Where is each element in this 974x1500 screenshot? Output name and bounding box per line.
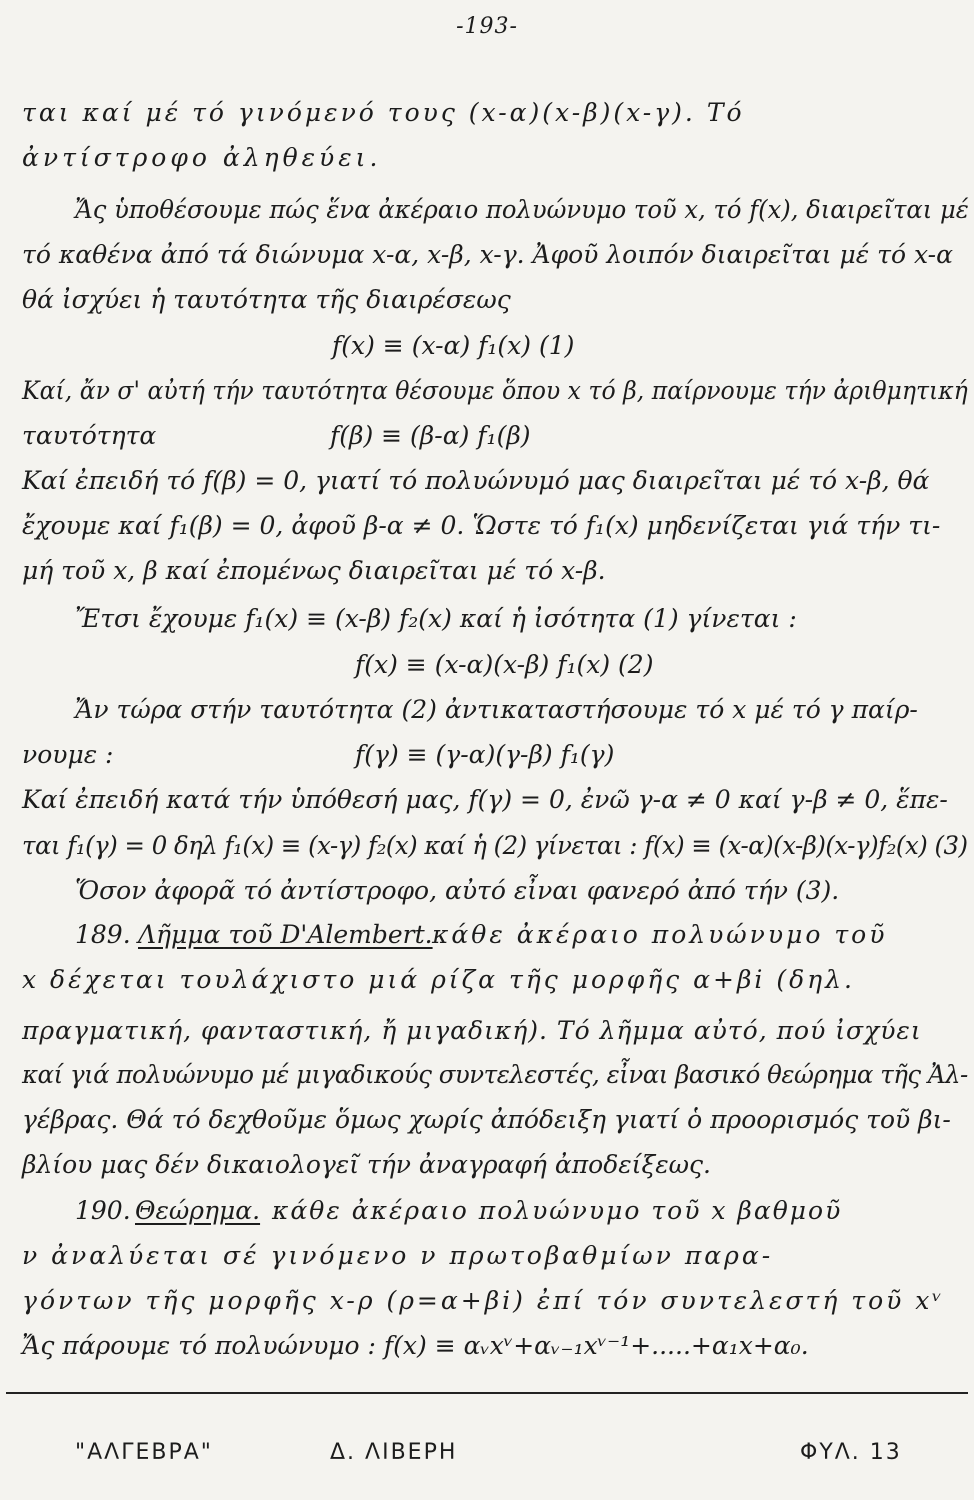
text-line-content: κάθε ἀκέραιο πολυώνυμο τοῦ x βαθμοῦ (272, 1196, 843, 1225)
text-line-content: καί γιά πολυώνυμο μέ μιγαδικούς συντελεστές, εἶναι βασικό θεώρημα τῆς Ἀλ- (22, 1060, 968, 1089)
text-line-content: Ἄν τώρα στήν ταυτότητα (2) ἀντικαταστήσουμε τό x μέ τό γ παίρ- (75, 695, 918, 724)
text-line-content: μή τοῦ x, β καί ἐπομένως διαιρεῖται μέ τό x-β. (22, 556, 606, 585)
text-line-content: ται f₁(γ) = 0 δηλ f₁(x) ≡ (x-γ) f₂(x) καί ἡ (2) γίνεται : f(x) ≡ (x-α)(x-β)(x-γ)f₂(x) (3) (22, 831, 968, 860)
section-189-title: Λῆμμα τοῦ D'Alembert. (138, 920, 433, 949)
footer-author: Δ. ΛΙΒΕΡΗ (330, 1440, 458, 1465)
text-line-content: νουμε : (22, 740, 114, 769)
text-line-content: Καί, ἄν σ' αὐτή τήν ταυτότητα θέσουμε ὅπου x τό β, παίρνουμε τήν ἀριθμητική (22, 376, 968, 405)
footer-book-title: "ΑΛΓΕΒΡΑ" (75, 1440, 213, 1465)
text-line-content: f(γ) ≡ (γ-α)(γ-β) f₁(γ) (355, 740, 615, 769)
text-line-content: f(x) ≡ (x-α) f₁(x) (1) (332, 331, 575, 360)
text-line-content: Ἄς ὑποθέσουμε πώς ἕνα ἀκέραιο πολυώνυμο τοῦ x, τό f(x), διαιρεῖται μέ (75, 195, 969, 224)
section-190-title: Θεώρημα. (135, 1196, 261, 1225)
footer-sheet: ΦΥΛ. 13 (800, 1440, 902, 1465)
text-line-content: κάθε ἀκέραιο πολυώνυμο τοῦ (432, 920, 888, 949)
text-line-content: γέβρας. Θά τό δεχθοῦμε ὅμως χωρίς ἀπόδειξη γιατί ὁ προορισμός τοῦ βι- (22, 1105, 951, 1134)
text-line-content: ν ἀναλύεται σέ γινόμενο ν πρωτοβαθμίων παρα- (22, 1241, 774, 1270)
text-line-content: ται καί μέ τό γινόμενό τους (x-α)(x-β)(x-γ). Τό (22, 98, 745, 127)
text-line-content: βλίου μας δέν δικαιολογεῖ τήν ἀναγραφή ἀποδείξεως. (22, 1150, 711, 1179)
text-line-content: Ἔτσι ἔχουμε f₁(x) ≡ (x-β) f₂(x) καί ἡ ἰσότητα (1) γίνεται : (75, 604, 797, 633)
text-line-content: ταυτότητα (22, 421, 157, 450)
text-line-content: ἀντίστροφο ἀληθεύει. (22, 143, 382, 172)
text-line-content: γόντων τῆς μορφῆς x-ρ (ρ=α+βi) ἐπί τόν συντελεστή τοῦ xᵛ (22, 1286, 945, 1315)
text-line-content: Ὅσον ἀφορᾶ τό ἀντίστροφο, αὐτό εἶναι φανερό ἀπό τήν (3). (75, 876, 840, 905)
section-190-number: 190. (75, 1196, 131, 1225)
text-line-content: πραγματική, φανταστική, ἤ μιγαδική). Τό λῆμμα αὐτό, πού ἰσχύει (22, 1016, 922, 1045)
text-line-content: f(β) ≡ (β-α) f₁(β) (330, 421, 531, 450)
footer-divider (6, 1392, 968, 1394)
text-line-content: Καί ἐπειδή κατά τήν ὑπόθεσή μας, f(γ) = 0, ἐνῶ γ-α ≠ 0 καί γ-β ≠ 0, ἕπε- (22, 785, 948, 814)
page-number: -193- (456, 14, 518, 39)
text-line-content: τό καθένα ἀπό τά διώνυμα x-α, x-β, x-γ. Ἀφοῦ λοιπόν διαιρεῖται μέ τό x-α (22, 240, 953, 269)
text-line-content: θά ἰσχύει ἡ ταυτότητα τῆς διαιρέσεως (22, 285, 511, 314)
text-line-content: f(x) ≡ (x-α)(x-β) f₁(x) (2) (355, 650, 654, 679)
text-line-content: Καί ἐπειδή τό f(β) = 0, γιατί τό πολυώνυμό μας διαιρεῖται μέ τό x-β, θά (22, 466, 930, 495)
text-line-content: x δέχεται τουλάχιστο μιά ρίζα τῆς μορφῆς α+βi (δηλ. (22, 965, 855, 994)
text-line-content: Ἄς πάρουμε τό πολυώνυμο : f(x) ≡ αᵥxᵛ+αᵥ₋₁xᵛ⁻¹+.....+α₁x+α₀. (22, 1331, 809, 1360)
text-line-content: ἔχουμε καί f₁(β) = 0, ἀφοῦ β-α ≠ 0. Ὥστε τό f₁(x) μηδενίζεται γιά τήν τι- (22, 511, 941, 540)
section-189-number: 189. (75, 920, 131, 949)
